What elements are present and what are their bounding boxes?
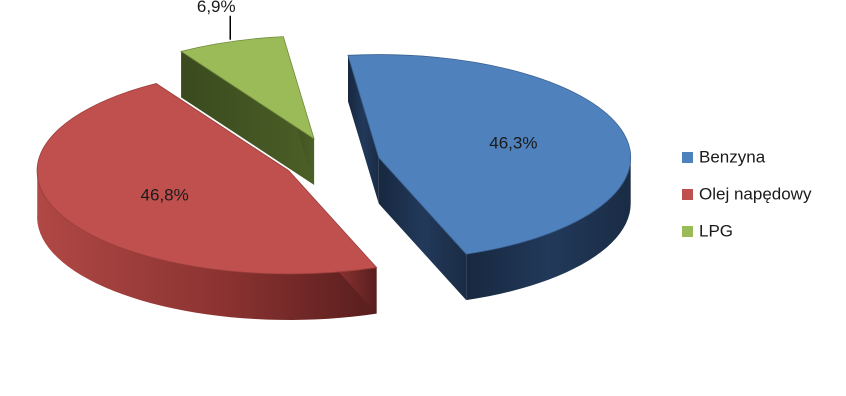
data-label-olej-napedowy: 46,8% <box>140 185 189 205</box>
legend-item-lpg <box>682 221 733 240</box>
legend-item-benzyna <box>682 147 766 166</box>
pie-slice-olej-napedowy <box>37 83 377 319</box>
data-label-lpg: 6,9% <box>196 0 236 17</box>
data-label-benzyna: 46,3% <box>489 133 538 153</box>
legend-label-benzyna: Benzyna <box>699 147 766 167</box>
legend-swatch-olej-napedowy <box>682 189 693 200</box>
legend-swatch-benzyna <box>682 152 693 163</box>
legend-label-lpg: LPG <box>699 221 734 241</box>
legend-label-olej-napedowy: Olej napędowy <box>699 184 812 204</box>
legend-swatch-lpg <box>682 226 693 237</box>
legend-item-olej-napedowy <box>682 184 812 203</box>
pie-slice-benzyna <box>348 55 631 301</box>
